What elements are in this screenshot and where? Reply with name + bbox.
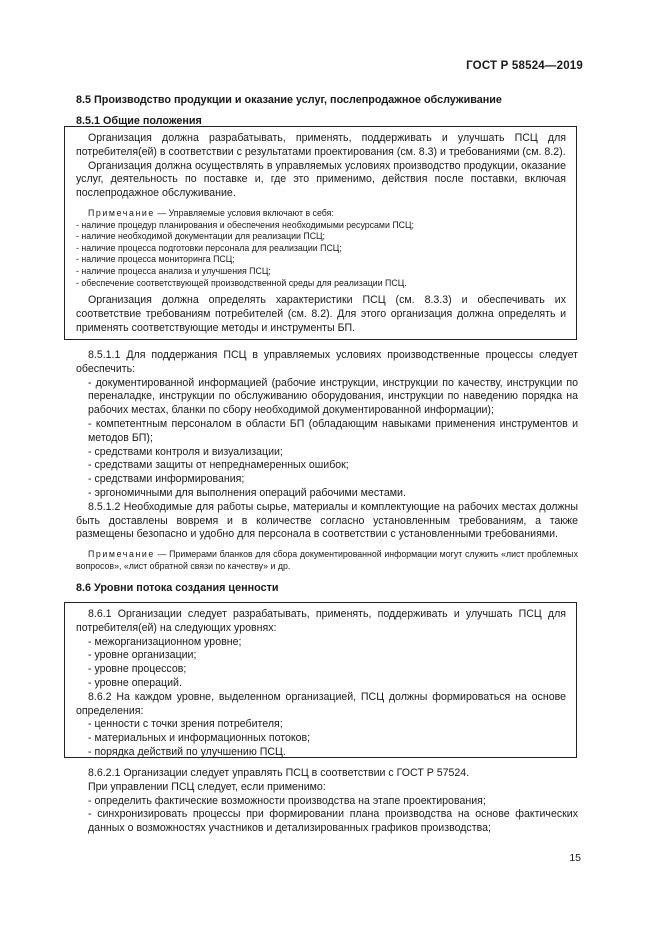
list-item: - средствами защиты от непреднамеренных ошибок; [88,459,349,472]
paragraph: 8.5.1.2 Необходимые для работы сырье, материалы и комплектующие на рабочих местах должны быть доставлены вовремя и в количестве согласно установленным требованиям, а также размещены безопасно и удобно для персонала в соответствии с установленными требованиями. [76,500,578,541]
list-item: - межорганизационном уровне; [88,635,242,648]
note-list-item: - наличие необходимой документации для реализации ПСЦ; [76,231,326,242]
list-item: - синхронизировать процессы при формировании плана производства на основе фактических данных о возможностях участников и детализированных графиков производства; [88,808,578,835]
note-list-item: - обеспечение соответствующей производственной среды для реализации ПСЦ. [76,277,407,288]
list-item: - документированной информацией (рабочие инструкции, инструкции по качеству, инструкции по переналадке, инструкции по обслуживанию оборудования, инструкции по наведению порядка на рабочих местах, бланки по сбору необходимой документированной информации); [88,376,578,417]
note-list-item: - наличие процесса подготовки персонала для реализации ПСЦ; [76,242,342,253]
paragraph: При управлении ПСЦ следует, если применимо: [88,780,326,793]
note-list-item: - наличие процесса мониторинга ПСЦ; [76,254,235,265]
paragraph: 8.6.2 На каждом уровне, выделенном организацией, ПСЦ должны формироваться на основе определения: [76,690,566,717]
section-8-5-1-title: 8.5.1 Общие положения [76,115,202,127]
requirements-box-8-5-1 [64,126,577,340]
note-block [76,208,566,289]
section-8-5-1-1 [76,349,578,572]
note-list-item: - наличие процедур планирования и обеспечения необходимыми ресурсами ПСЦ; [76,219,414,230]
note-list-item: - наличие процесса анализа и улучшения ПСЦ; [76,265,271,276]
paragraph: 8.6.1 Организации следует разрабатывать, применять, поддерживать и улучшать ПСЦ для потребителя(ей) на следующих уровнях: [76,608,566,634]
page-number: 15 [569,852,581,864]
paragraph: Организация должна осуществлять в управляемых условиях производство продукции, оказание услуг, деятельность по поставке и, где это применимо, действия после поставки, включая послепродажное обслуживание. [76,159,566,200]
note-block [76,549,578,572]
section-8-6-title: 8.6 Уровни потока создания ценности [76,582,279,594]
paragraph: 8.6.2.1 Организации следует управлять ПСЦ в соответствии с ГОСТ Р 57524. [88,767,470,779]
note-text: — Управляемые условия включают в себя: [154,207,334,218]
list-item: - порядка действий по улучшению ПСЦ. [88,745,286,758]
requirements-box-8-6 [64,602,577,758]
note-label: Примечание [88,207,155,218]
note-text: — Примерами бланков для сбора документированной информации могут служить «лист проблемных вопросов», «лист обратной связи по качеству» и др. [76,549,578,571]
section-8-6-2-1 [76,767,578,836]
list-item: - уровне процессов; [88,663,187,676]
document-header: ГОСТ Р 58524—2019 [466,60,583,72]
list-item: - средствами информирования; [88,473,245,486]
note-label: Примечание [88,549,155,560]
paragraph: 8.5.1.1 Для поддержания ПСЦ в управляемых условиях производственные процессы следует обеспечить: [76,349,578,375]
list-item: - определить фактические возможности производства на этапе проектирования; [88,794,486,807]
list-item: - материальных и информационных потоков; [88,732,311,745]
paragraph: Организация должна разрабатывать, применять, поддерживать и улучшать ПСЦ для потребителя(ей) в соответствии с результатами проектирования (см. 8.3) и требованиями (см. 8.2). [76,132,566,158]
section-8-5-title: 8.5 Производство продукции и оказание услуг, послепродажное обслуживание [76,94,502,106]
list-item: - ценности с точки зрения потребителя; [88,718,283,731]
list-item: - уровне операций. [88,676,182,689]
list-item: - эргономичными для выполнения операций рабочими местами. [88,486,406,499]
list-item: - компетентным персоналом в области БП (обладающим навыками применения инструментов и методов БП); [88,417,578,444]
list-item: - средствами контроля и визуализации; [88,445,283,458]
paragraph: Организация должна определять характеристики ПСЦ (см. 8.3.3) и обеспечивать их соответствие требованиям потребителей (см. 8.2). Для этого организация должна определять и применять соответствующие методы и инструменты БП. [76,294,566,334]
list-item: - уровне организации; [88,649,197,662]
